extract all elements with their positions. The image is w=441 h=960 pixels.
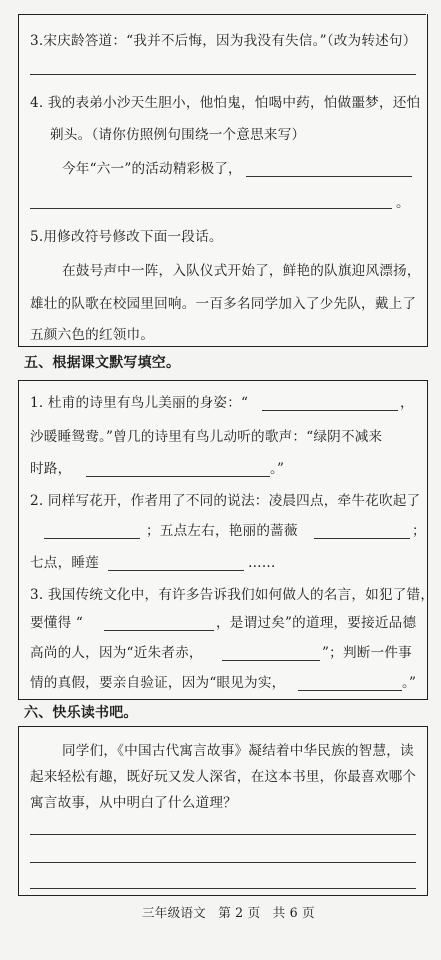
footer-total: 共 6 页	[272, 905, 315, 920]
s5-q1-end: 。”	[270, 461, 285, 477]
q3-text: 3.宋庆龄答道：“我并不后悔，因为我没有失信。”（改为转述句）	[30, 33, 417, 49]
s5-q3-line2a: 要懂得 “	[30, 615, 84, 631]
q4-end: 。	[396, 195, 410, 211]
s6-answer-line-1[interactable]	[30, 834, 416, 835]
s5-q1-line1: 1. 杜甫的诗里有鸟儿美丽的身姿：“	[30, 395, 249, 411]
s5-q1-blank-1[interactable]	[262, 410, 398, 411]
s5-q3-line4a: 情的真假，要亲自验证，因为“眼见为实，	[30, 675, 286, 691]
q5-line2: 雄壮的队歌在校园里回响。一百多名同学加入了少先队，戴上了	[30, 296, 417, 312]
q5-line3: 五颜六色的红领巾。	[30, 327, 155, 343]
footer-page: 第 2 页	[218, 905, 261, 920]
s5-q3-blank-3[interactable]	[298, 690, 402, 691]
q4-line2: 剃头。（请你仿照例句围绕一个意思来写）	[50, 127, 306, 143]
box-top-curve	[18, 14, 426, 15]
page-footer	[142, 904, 315, 922]
s6-line3: 寓言故事，从中明白了什么道理？	[30, 795, 237, 811]
footer-grade: 三年级语文	[142, 905, 206, 920]
q5-line1: 在鼓号声中一阵，入队仪式开始了，鲜艳的队旗迎风漂扬，	[62, 263, 421, 279]
s5-q3-line2b: ，是谓过矣”的道理，要接近品德	[216, 615, 417, 631]
q4-line1: 4. 我的表弟小沙天生胆小，他怕鬼，怕喝中药，怕做噩梦，还怕	[30, 95, 421, 111]
s5-q2-semi: ；	[412, 523, 426, 539]
s5-q1-comma: ，	[400, 395, 414, 411]
q3-answer-line[interactable]	[30, 74, 416, 75]
s5-q3-blank-2[interactable]	[222, 660, 320, 661]
s5-q1-blank-2[interactable]	[86, 476, 270, 477]
s5-q1-line2: 沙暖睡鸳鸯。”曾几的诗里有鸟儿动听的歌声：“绿阴不减来	[30, 429, 383, 445]
s6-line1: 同学们，《中国古代寓言故事》凝结着中华民族的智慧，读	[62, 743, 414, 759]
section5-header: 五、根据课文默写填空。	[24, 355, 181, 371]
section6-header: 六、快乐读书吧。	[24, 705, 138, 721]
s5-q2-blank-3[interactable]	[108, 570, 244, 571]
s5-q2-blank-1[interactable]	[44, 538, 140, 539]
s5-q2-dots: ……	[248, 555, 276, 571]
s6-line2: 起来轻松有趣，既好玩又发人深省，在这本书里，你最喜欢哪个	[30, 769, 417, 785]
s6-answer-line-3[interactable]	[30, 888, 416, 889]
s5-q3-line3b: ”；判断一件事	[322, 645, 412, 661]
q4-start: 今年“六一”的活动精彩极了，	[62, 161, 242, 177]
s6-answer-line-2[interactable]	[30, 862, 416, 863]
s5-q2-blank-2[interactable]	[314, 538, 410, 539]
s5-q1-line3: 时路，	[30, 461, 72, 477]
s5-q3-blank-1[interactable]	[104, 630, 214, 631]
s5-q2-line3: 七点，睡莲	[30, 555, 99, 571]
s5-q2-line1: 2. 同样写花开，作者用了不同的说法：凌晨四点，牵牛花吹起了	[30, 493, 421, 509]
q5-title: 5.用修改符号修改下面一段话。	[30, 229, 223, 245]
s5-q2-mid: ；五点左右，艳丽的蔷薇	[146, 523, 298, 539]
s5-q3-line3a: 高尚的人，因为“近朱者赤，	[30, 645, 203, 661]
q4-answer-line-2[interactable]	[30, 208, 392, 209]
s5-q3-line1: 3. 我国传统文化中，有许多告诉我们如何做人的名言，如犯了错，	[30, 587, 435, 603]
q4-answer-line-1[interactable]	[246, 176, 412, 177]
s5-q3-line4b: 。”	[402, 675, 417, 691]
